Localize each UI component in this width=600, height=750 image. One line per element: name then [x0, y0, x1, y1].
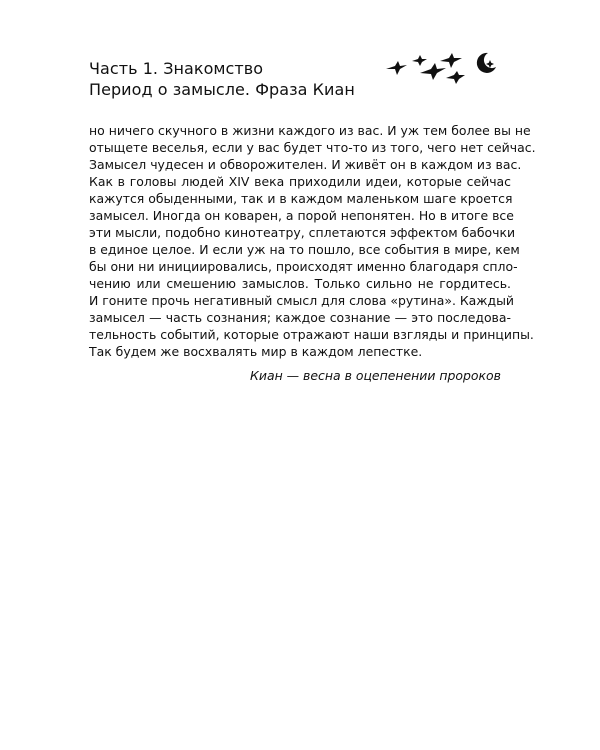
body-line: Так будем же восхвалять мир в каждом лепестке. [89, 344, 423, 359]
body-line: отыщете веселья, если у вас будет что-то из того, чего нет сейчас. [89, 140, 536, 155]
body-line: бы они ни инициировались, происходят именно благодаря спло- [89, 259, 518, 274]
body-line: кажутся обыденными, так и в каждом маленьком шаге кроется [89, 191, 513, 206]
body-line: эти мысли, подобно кинотеатру, сплетаются эффектом бабочки [89, 225, 516, 240]
body-line: но ничего скучного в жизни каждого из вас. И уж тем более вы не [89, 123, 531, 138]
page-header [89, 58, 389, 100]
section-title: Период о замысле. Фраза Киан [89, 80, 355, 99]
body-line: в единое целое. И если уж на то пошло, все события в мире, кем [89, 242, 520, 257]
signature: Киан — весна в оцепенении пророков [250, 368, 501, 383]
flying-birds-icon [386, 53, 465, 84]
body-line: тельность событий, которые отражают наши взгляды и принципы. [89, 327, 534, 342]
body-line: замысел — часть сознания; каждое сознание — это последова- [89, 310, 511, 325]
body-line: Как в головы людей XIV века приходили идеи, которые сейчас [89, 174, 511, 189]
ornament [382, 47, 502, 89]
body-line: чению или смешению замыслов. Только сильно не гордитесь. [89, 276, 511, 291]
body-line: Замысел чудесен и обворожителен. И живёт он в каждом из вас. [89, 157, 522, 172]
part-title: Часть 1. Знакомство [89, 59, 264, 78]
body-line: И гоните прочь негативный смысл для слова «рутина». Каждый [89, 293, 515, 308]
body-paragraph [89, 122, 536, 360]
body-line: замысел. Иногда он коварен, а порой непонятен. Но в итоге все [89, 208, 514, 223]
crescent-moon-star-icon [477, 53, 496, 73]
